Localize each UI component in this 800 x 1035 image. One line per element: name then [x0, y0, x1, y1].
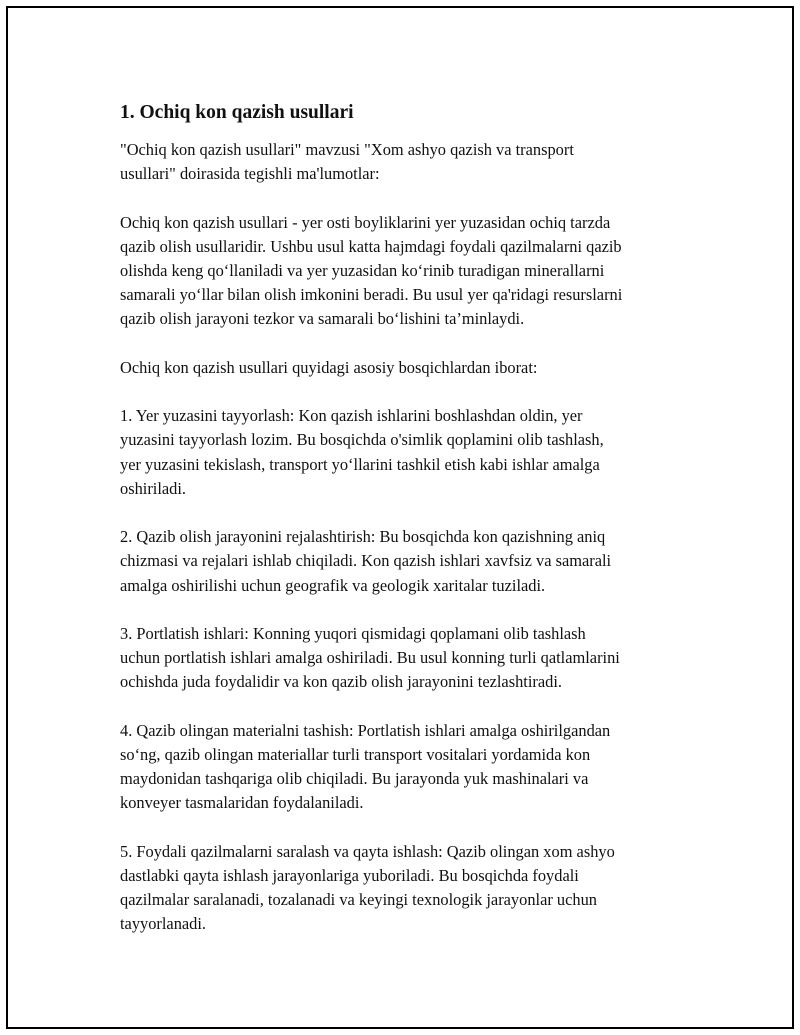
intro-paragraph: "Ochiq kon qazish usullari" mavzusi "Xom ashyo qazish va transport usullari" doirasida tegishli ma'lumotlar: [120, 140, 574, 184]
stage-1-paragraph: 1. Yer yuzasini tayyorlash: Kon qazish ishlarini boshlashdan oldin, yer yuzasini tayyorlash lozim. Bu bosqichda o'simlik qoplamini olib tashlash, yer yuzasini tekislash, transport yo‘llarini tashkil etish kabi ishlar amalga oshiriladi. [120, 406, 604, 498]
stage-2-paragraph: 2. Qazib olish jarayonini rejalashtirish: Bu bosqichda kon qazishning aniq chizmasi va rejalari ishlab chiqiladi. Kon qazish ishlari xavfsiz va samarali amalga oshirilishi uchun geografik va geologik xaritalar tuziladi. [120, 527, 612, 595]
document-title: 1. Ochiq kon qazish usullari [120, 102, 354, 123]
document-body [120, 100, 690, 937]
stages-intro-paragraph: Ochiq kon qazish usullari quyidagi asosiy bosqichlardan iborat: [120, 357, 538, 377]
stage-5-paragraph: 5. Foydali qazilmalarni saralash va qayta ishlash: Qazib olingan xom ashyo dastlabki qayta ishlash jarayonlariga yuboriladi. Bu bosqichda foydali qazilmalar saralanadi, tozalanadi va keyingi texnologik jarayonlar uchun tayyorlanadi. [120, 841, 615, 934]
page-frame [6, 6, 794, 1029]
definition-paragraph: Ochiq kon qazish usullari - yer osti boyliklarini yer yuzasidan ochiq tarzda qazib olish usullaridir. Ushbu usul katta hajmdagi foydali qazilmalarni qazib olishda keng qo‘llaniladi va yer yuzasidan ko‘rinib turadigan minerallarni samarali yo‘llar bilan olish imkonini beradi. Bu usul yer qa'ridagi resurslarni qazib olish jarayoni tezkor va samarali bo‘lishini ta’minlaydi. [120, 212, 623, 329]
stage-4-paragraph: 4. Qazib olingan materialni tashish: Portlatish ishlari amalga oshirilgandan so‘ng, qazib olingan materiallar turli transport vositalari yordamida kon maydonidan tashqariga olib chiqiladi. Bu jarayonda yuk mashinalari va konveyer tasmalaridan foydalaniladi. [120, 720, 611, 813]
stage-3-paragraph: 3. Portlatish ishlari: Konning yuqori qismidagi qoplamani olib tashlash uchun portlatish ishlari amalga oshiriladi. Bu usul konning turli qatlamlarini ochishda juda foydalidir va kon qazib olish jarayonini tezlashtiradi. [120, 623, 620, 692]
